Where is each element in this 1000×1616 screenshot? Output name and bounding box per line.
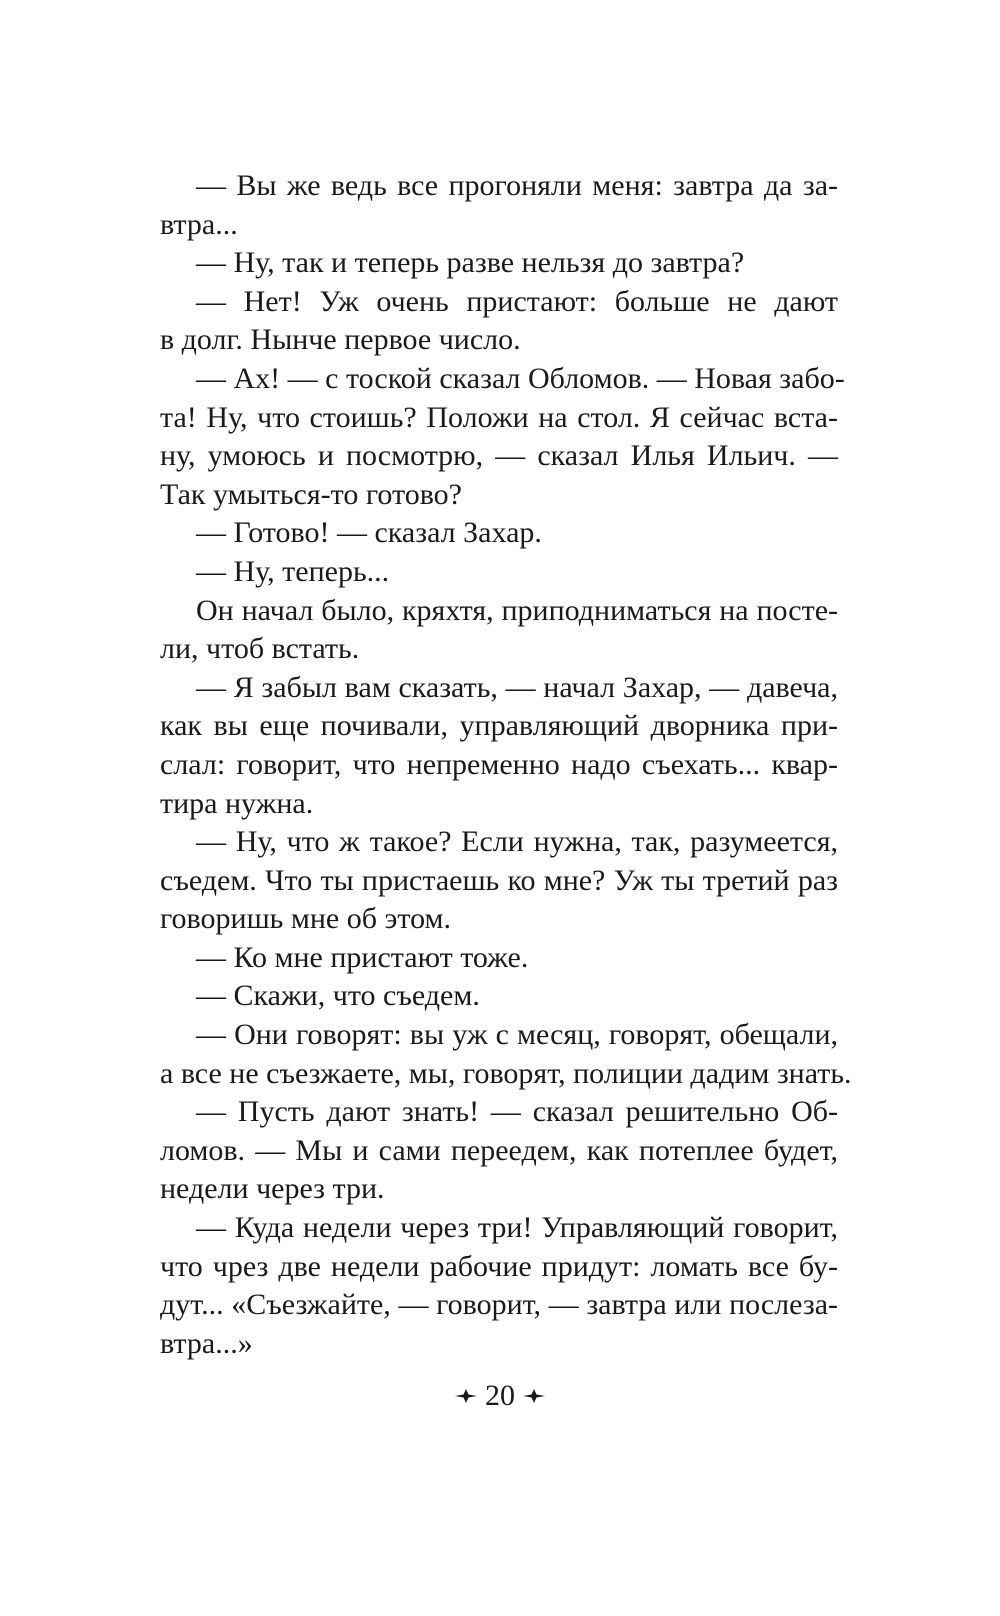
text-line: Так умыться-то готово? [160,477,462,511]
text-line: — Нет! Уж очень пристают: больше не дают [196,284,838,318]
text-line: дут... «Съезжайте, — говорит, — завтра или послеза- [160,1288,838,1322]
text-line: — Они говорят: вы уж с месяц, говорят, обещали, [196,1018,838,1052]
text-line: съедем. Что ты пристаешь ко мне? Уж ты третий раз [160,863,838,897]
text-line: — Я забыл вам сказать, — начал Захар, — давеча, [196,670,838,704]
text-line: недели через три. [160,1172,385,1206]
text-line: — Вы же ведь все прогоняли меня: завтра да за- [196,169,838,202]
text-line: — Ах! — с тоской сказал Обломов. — Новая забо- [196,361,845,395]
ornament-left-icon [455,1389,477,1403]
text-line: что чрез две недели рабочие придут: ломать все бу- [160,1249,838,1283]
body-text [160,167,852,1363]
text-line: втра...» [160,1326,253,1360]
text-line: ли, чтоб встать. [160,632,360,666]
text-line: — Ко мне пристают тоже. [196,940,529,974]
text-line: слал: говорит, что непременно надо съехать... квар- [160,747,838,781]
page-folio [0,1378,1000,1414]
page-number: 20 [485,1379,515,1412]
text-line: в долг. Нынче первое число. [160,323,521,357]
text-line: — Ну, теперь... [196,554,390,588]
text-line: тира нужна. [160,786,314,820]
text-line: Он начал было, кряхтя, приподниматься на посте- [196,593,838,627]
text-line: как вы еще почивали, управляющий дворника при- [160,709,838,743]
text-line: — Готово! — сказал Захар. [196,516,542,550]
ornament-right-icon [523,1389,545,1403]
text-line: — Куда недели через три! Управляющий говорит, [196,1211,838,1245]
text-line: — Скажи, что съедем. [196,979,480,1013]
text-line: — Ну, что ж такое? Если нужна, так, разумеется, [196,825,838,859]
text-line: — Ну, так и теперь разве нельзя до завтра? [196,246,745,280]
text-line: — Пусть дают знать! — сказал решительно Об- [196,1095,838,1129]
text-line: говоришь мне об этом. [160,902,451,936]
text-line: а все не съезжаете, мы, говорят, полиции дадим знать. [160,1056,852,1090]
text-line: ломов. — Мы и сами переедем, как потеплее будет, [160,1133,838,1167]
text-line: та! Ну, что стоишь? Положи на стол. Я сейчас вста- [160,400,838,434]
text-line: втра... [160,207,238,241]
text-line: ну, умоюсь и посмотрю, — сказал Илья Ильич. — [160,439,838,473]
